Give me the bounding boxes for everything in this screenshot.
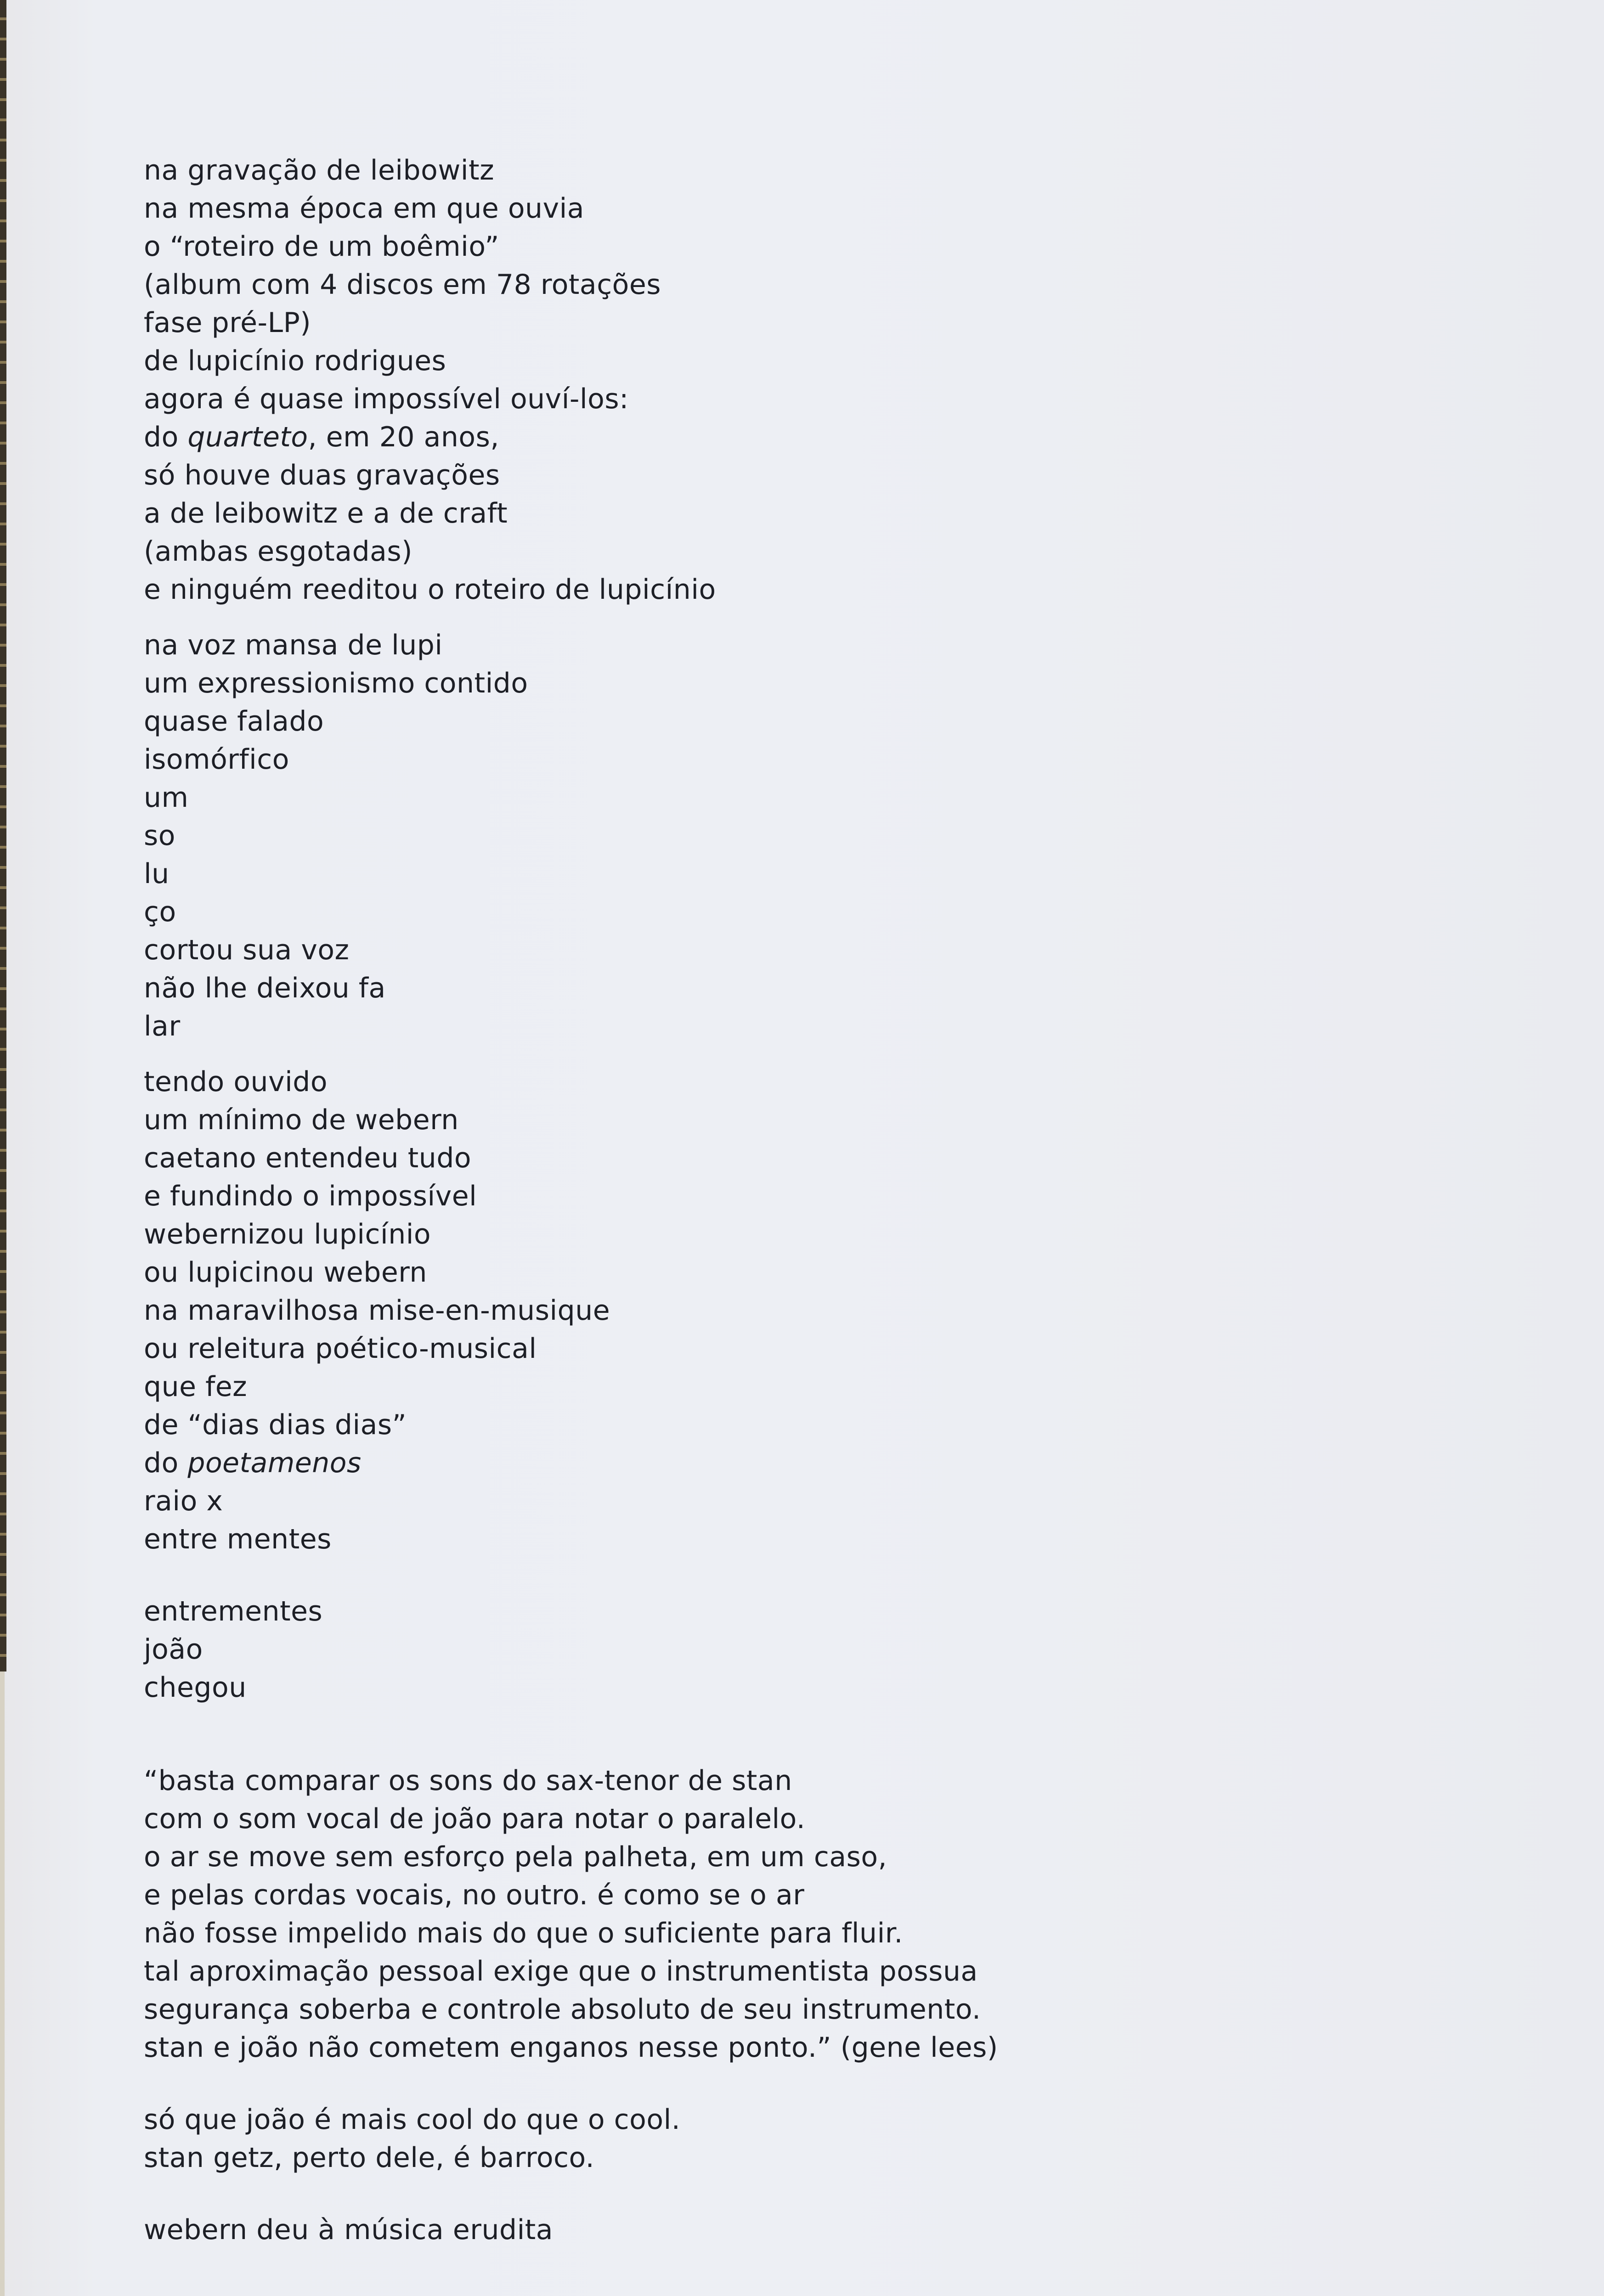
poem-line: um mínimo de webern	[144, 1104, 459, 1136]
poem-line: a de leibowitz e a de craft	[144, 497, 508, 529]
poem-line: na gravação de leibowitz	[144, 154, 495, 186]
poem-line: um	[144, 782, 189, 814]
poem-line: lar	[144, 1010, 181, 1042]
poem-line: quase falado	[144, 705, 324, 737]
poem-line: tendo ouvido	[144, 1066, 328, 1098]
poem-line: só houve duas gravações	[144, 459, 500, 491]
quote-line: “basta comparar os sons do sax-tenor de stan	[144, 1765, 792, 1797]
binding-edge	[0, 0, 6, 1671]
poem-line: isomórfico	[144, 743, 289, 776]
stanza-gap	[144, 1559, 1200, 1593]
quote-line: o ar se move sem esforço pela palheta, em um caso,	[144, 1841, 887, 1873]
quote-line: não fosse impelido mais do que o suficiente para fluir.	[144, 1917, 903, 1949]
poem-line: um expressionismo contido	[144, 667, 528, 699]
poem-line: webern deu à música erudita	[144, 2214, 553, 2246]
poem-line-part: do	[144, 1447, 188, 1479]
quote-line: stan e joão não cometem enganos nesse ponto.” (gene lees)	[144, 2032, 998, 2064]
poem-text	[144, 152, 1200, 2249]
poem-line: de lupicínio rodrigues	[144, 345, 446, 377]
stanza-3	[144, 1063, 1200, 1559]
poem-line: entrementes	[144, 1595, 323, 1627]
stanza-gap	[144, 1707, 1200, 1762]
poem-line: na voz mansa de lupi	[144, 629, 443, 661]
poem-line: ço	[144, 896, 176, 928]
stanza-5-quote	[144, 1762, 1200, 2067]
stanza-7	[144, 2211, 1200, 2249]
stanza-4	[144, 1593, 1200, 1707]
poem-line: de “dias dias dias”	[144, 1409, 407, 1441]
poem-line: fase pré-LP)	[144, 307, 311, 339]
quote-line: e pelas cordas vocais, no outro. é como se o ar	[144, 1879, 805, 1911]
poem-line-part: , em 20 anos,	[308, 421, 499, 453]
poem-line: que fez	[144, 1371, 248, 1403]
poem-line: (ambas esgotadas)	[144, 535, 413, 568]
quote-line: tal aproximação pessoal exige que o instrumentista possua	[144, 1955, 978, 1987]
poem-line: lu	[144, 858, 169, 890]
poem-line: agora é quase impossível ouví-los:	[144, 383, 629, 415]
italic-title-poetamenos: poetamenos	[187, 1447, 361, 1479]
poem-line: e ninguém reeditou o roteiro de lupicínio	[144, 574, 716, 606]
poem-line: não lhe deixou fa	[144, 972, 386, 1004]
stanza-6	[144, 2101, 1200, 2177]
poem-line	[144, 418, 1200, 456]
stanza-2	[144, 626, 1200, 1046]
poem-line: stan getz, perto dele, é barroco.	[144, 2142, 595, 2174]
poem-line: na maravilhosa mise-en-musique	[144, 1294, 610, 1327]
quote-line: segurança soberba e controle absoluto de seu instrumento.	[144, 1993, 981, 2026]
poem-line: ou lupicinou webern	[144, 1256, 427, 1289]
poem-line: só que joão é mais cool do que o cool.	[144, 2104, 681, 2136]
poem-line	[144, 1444, 1200, 1482]
poem-line: webernizou lupicínio	[144, 1218, 431, 1250]
poem-line: e fundindo o impossível	[144, 1180, 477, 1212]
poem-line: entre mentes	[144, 1523, 332, 1555]
poem-line-part: do	[144, 421, 188, 453]
poem-line: na mesma época em que ouvia	[144, 192, 585, 225]
poem-line: chegou	[144, 1671, 247, 1704]
poem-line: cortou sua voz	[144, 934, 350, 966]
poem-line: caetano entendeu tudo	[144, 1142, 472, 1174]
poem-line: joão	[144, 1633, 203, 1666]
poem-line: so	[144, 820, 175, 852]
stanza-gap	[144, 1046, 1200, 1063]
poem-line: raio x	[144, 1485, 223, 1517]
italic-title-quarteto: quarteto	[187, 421, 308, 453]
stanza-gap	[144, 2177, 1200, 2211]
poem-line: (album com 4 discos em 78 rotações	[144, 269, 661, 301]
stanza-gap	[144, 2067, 1200, 2101]
poem-line: o “roteiro de um boêmio”	[144, 231, 499, 263]
poem-line: ou releitura poético-musical	[144, 1333, 537, 1365]
stanza-1	[144, 152, 1200, 609]
stanza-gap	[144, 609, 1200, 626]
quote-line: com o som vocal de joão para notar o paralelo.	[144, 1803, 806, 1835]
binding-edge-lower	[0, 1671, 5, 2296]
